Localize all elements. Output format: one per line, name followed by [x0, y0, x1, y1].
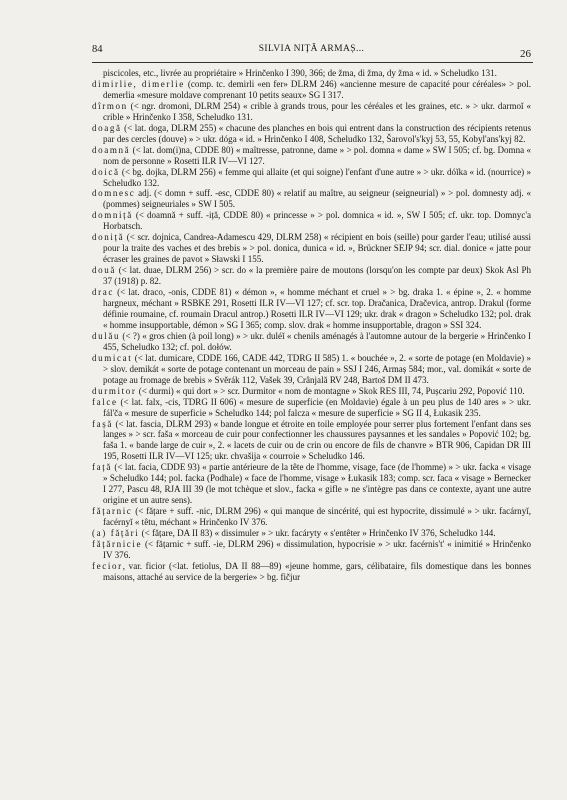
entry-text: (< fățarnic + suff. -ie, DLRM 296) « dissimulation, hypocrisie » > ukr. facérnis't' « inimitié » Hrinčenko IV 376. [103, 538, 531, 560]
entry-lemma: falce [92, 396, 118, 407]
entry-text: (comp. tc. demirli «en fer» DLRM 246) «ancienne mesure de capacité pour céréales» > pol. demerlia «mesure moldave comprenant 10 petits seaux» SG I 317. [103, 78, 531, 100]
entry-lemma: dulău [92, 330, 121, 341]
entry-lemma: (a) fățări [92, 528, 140, 539]
dictionary-entry [92, 331, 531, 353]
dictionary-entry [92, 506, 531, 528]
running-title: SILVIA NIȚĂ ARMAȘ... [258, 44, 365, 54]
entry-lemma: domnesc [92, 188, 136, 199]
entry-text: (< lat. facia, CDDE 93) « partie antérieure de la tête de l'homme, visage, face (de l'homme) » > ukr. facka « visage » Scheludko 144; pol. facka (Podhale) « face de l'homme, visage » Łukasik 183; comp. scr. faca « visage » Bernecker I 277, Pascu 48, RJA III 39 (le mot tchèque et slov., facka « gifle » ne s'intègre pas dans ce contexte, ayant une autre origine et un autre sens). [103, 462, 531, 506]
dictionary-entry [92, 419, 531, 463]
entry-text: (< lat. fascia, DLRM 293) « bande longue et étroite en toile employée pour serrer plus fortement l'enfant dans ses langes » > scr. faša « morceau de cuir pour confectionner les chaussures paysannes et les sandales » Popović 102; bg. faša 1. « bande large de cuir », 2. « lacets de cuir ou de crin ou encore de fils de chanvre » BTR 906, Capidan DR III 195, Rosetti ILR IV—VI 125; ukr. chvašija « courroie » Scheludko 146. [103, 418, 531, 462]
entry-lemma: fățărnicie [92, 538, 143, 549]
dictionary-entry [92, 561, 531, 583]
entry-lemma: domniță [92, 210, 133, 221]
entry-text: (< ngr. dromoni, DLRM 254) « crible à grands trous, pour les céréales et les graines, etc. » > ukr. darmoĭ « crible » Hrinčenko I 358, Scheludko 131. [103, 100, 531, 122]
entry-lemma: dumicat [92, 352, 133, 363]
entry-lemma: fățarnic [92, 506, 133, 517]
entry-lemma: dimirlie, dimerlie [92, 78, 185, 89]
entry-lemma: dîrmon [92, 100, 128, 111]
header-rule [92, 62, 533, 63]
entry-lemma: doagă [92, 122, 122, 133]
page-header [92, 44, 531, 58]
entry-lemma: doniță [92, 232, 125, 243]
entry-lemma: doică [92, 166, 120, 177]
dictionary-entry [92, 123, 531, 145]
page-number-right: 26 [520, 48, 531, 60]
dictionary-entry [92, 386, 531, 397]
dictionary-entry [92, 101, 531, 123]
entry-text: (< lat. duae, DLRM 256) > scr. do « la première paire de moutons (lorsqu'on les compte par deux) Skok Asl Ph 37 (1918) p. 82. [103, 265, 531, 287]
entry-text: (< bg. dojka, DLRM 256) « femme qui allaite (et qui soigne) l'enfant d'une autre » > ukr. dóĭka « id. (nourrice) » Scheludko 132. [103, 166, 531, 188]
page-number-left: 84 [92, 44, 103, 55]
dictionary-entry [92, 167, 531, 189]
entry-text: (< doamnă + suff. -iță, CDDE 80) « princesse » > pol. domnica « id. », SW I 505; cf. ukr. top. Domnyc'a Horbatsch. [103, 210, 531, 232]
entry-lemma: două [92, 265, 116, 276]
entry-text: , var. ficior (<lat. fetiolus, DA II 88—89) «jeune homme, gars, célibataire, fils domestique dans les bonnes maisons, attaché au service de la bergerie» > bg. fičjur [103, 560, 531, 582]
entry-text: (< fățare, DA II 83) « dissimuler » > ukr. facáryty « s'entêter » Hrinčenko IV 376, Scheludko 144. [139, 528, 496, 539]
entry-text: (< scr. dojnica, Candrea-Adamescu 429, DLRM 258) « récipient en bois (seille) pour garder l'eau; utilisé aussi pour la traite des vaches et des brebis » > pol. donica, dunica « id. », Brückner SEJP 94; scr. dial. donice « jatte pour écraser les graines de pavot » Sławski I 155. [103, 232, 531, 265]
dictionary-entry [92, 528, 531, 539]
dictionary-entry [92, 232, 531, 265]
entry-text: (< lat. dumicare, CDDE 166, CADE 442, TDRG II 585) 1. « bouchée », 2. « sorte de potage (en Moldavie) » > slov. demikát « sorte de potage contenant un morceau de pain » SSJ I 246, Armaș 584; mor., val. domikát « sorte de potage au fromage de brebis » Svěrák 112, Vašek 39, Crânjală RV 248, Bartoš DM II 473. [103, 352, 531, 385]
entry-text: (< fățare + suff. -nic, DLRM 296) « qui manque de sincérité, qui est hypocrite, dissimulé » > ukr. facárnyĭ, facérnyĭ « têtu, méchant » Hrinčenko IV 376. [103, 506, 531, 528]
entry-text: (< lat. draco, -onis, CDDE 81) « démon », « homme méchant et cruel » > bg. draka 1. « épine », 2. « homme hargneux, méchant » RSBKE 291, Rosetti ILR IV—VI 127; cf. scr. top. Dračanica, Dračevica, antrop. Drakul (forme définie roumaine, cf. roumain Dracul antrop.) Rosetti ILR IV—VI 129; ukr. drak « dragon » Scheludko 132; pol. drak « homme insupportable, démon » SG I 365; comp. slov. drak « homme insupportable, dragon » SSI 324. [103, 287, 531, 330]
dictionary-entry [92, 79, 531, 101]
dictionary-entry [92, 397, 531, 419]
entry-lemma: doamnă [92, 144, 131, 155]
entry-text: piscicoles, etc., livrée au propriétaire » Hrinčenko I 390, 366; de žma, di žma, dy žma « id. » Scheludko 131. [103, 68, 497, 78]
entry-lemma: fecior [92, 560, 123, 571]
dictionary-entry [92, 539, 531, 561]
dictionary-entry [92, 188, 531, 210]
dictionary-entry [92, 462, 531, 506]
entry-text: adj. (< domn + suff. -esc, CDDE 80) « relatif au maître, au seigneur (seigneurial) » > pol. domnesty adj. « (pommes) seigneuriales » SW I 505. [103, 188, 531, 210]
entry-lemma: drac [92, 287, 114, 298]
entry-text: (< lat. doga, DLRM 255) « chacune des planches en bois qui entrent dans la construction des récipients retenus par des cercles (douve) » > ukr. dóga « id. » Hrinčenko I 408, Scheludko 132, Šarovol's'kyj 53, 55, Kobyl'ans'kyj 82. [103, 122, 531, 144]
dictionary-entry [92, 287, 531, 331]
entry-text: (< lat. falx, -cis, TDRG II 606) « mesure de superficie (en Moldavie) égale à un peu plus de 140 ares » > ukr. fál'ča « mesure de superficie » Scheludko 144; pol falcza « mesure de superficie » SG II 4, Łukasik 235. [103, 396, 531, 418]
entry-lemma: durmitor [92, 385, 137, 396]
dictionary-entry [92, 145, 531, 167]
entries-body [92, 68, 531, 583]
entry-lemma: față [92, 462, 112, 473]
entry-text: (< durmi) « qui dort » > scr. Durmitor « nom de montagne » Skok RES III, 74, Pușcariu 292, Popović 110. [136, 385, 525, 396]
entry-lemma: fașă [92, 418, 113, 429]
entry-text: (< ?) « gros chien (à poil long) » > ukr. duléĭ « chenils aménagés à l'automne autour de la bergerie » Hrinčenko I 455, Scheludko 132; cf. pol. dołów. [103, 330, 531, 352]
dictionary-entry [92, 353, 531, 386]
entry-text: (< lat. dom(i)na, CDDE 80) « maîtresse, patronne, dame » > pol. domna « dame » SW I 505; cf. bg. Domna « nom de personne » Rosetti ILR IV—VI 127. [103, 144, 531, 166]
dictionary-entry [92, 265, 531, 287]
dictionary-entry [92, 68, 531, 79]
dictionary-entry [92, 210, 531, 232]
